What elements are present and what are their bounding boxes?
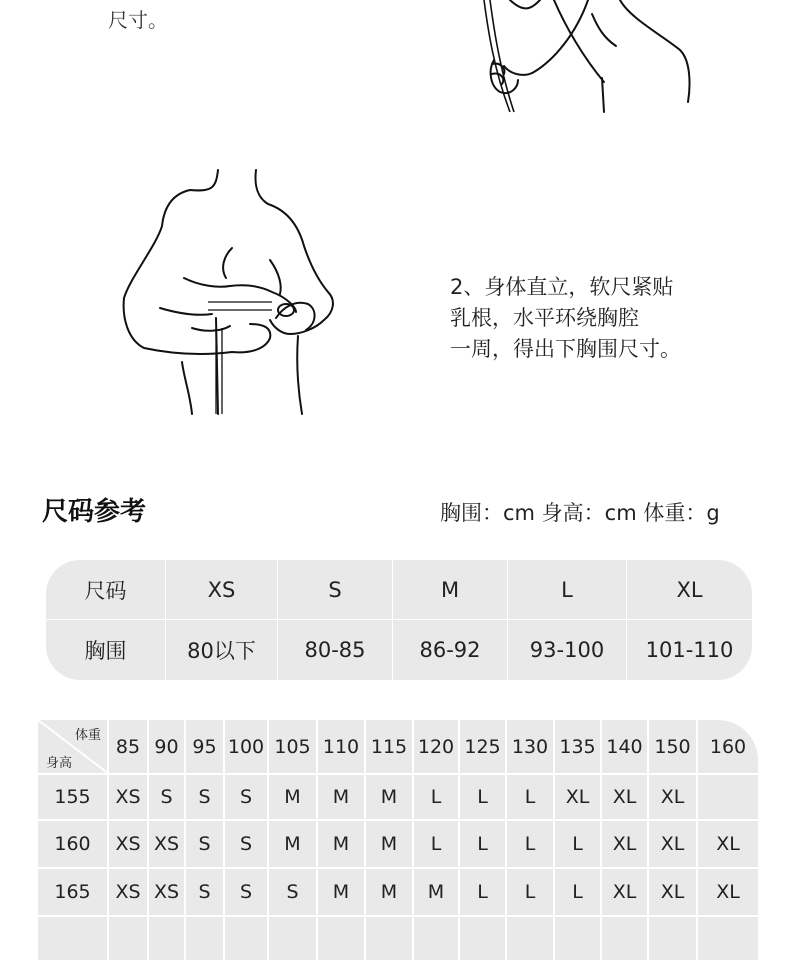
size-cell: M [318, 821, 366, 867]
size-cell: L [555, 821, 602, 867]
height-cell: 160 [38, 821, 109, 867]
chest-range-cell: 101-110 [645, 638, 734, 662]
size-cell [698, 775, 758, 819]
size-cell: XS [109, 775, 149, 819]
size-header-cell: S [278, 560, 393, 620]
size-cell: L [507, 821, 555, 867]
size-cell [366, 917, 414, 960]
table-header-row [38, 720, 758, 774]
weight-header-cell: 120 [414, 720, 460, 774]
chest-range-cell: 80以下 [166, 620, 278, 680]
step2-line-1: 2、身体直立，软尺紧贴 [450, 275, 674, 299]
size-cell: XS [109, 869, 149, 915]
table-row [38, 775, 758, 819]
size-cell: L [555, 869, 602, 915]
size-cell: L [414, 821, 460, 867]
section-title: 尺码参考 [42, 497, 147, 527]
size-cell: XS [149, 821, 186, 867]
table-row [38, 869, 758, 915]
size-cell: XL [716, 833, 740, 855]
size-cell: L [414, 775, 460, 819]
size-header-cell: L [508, 560, 627, 620]
weight-header-cell: 125 [460, 720, 507, 774]
size-cell: S [225, 775, 269, 819]
step2-instructions [450, 272, 730, 365]
step1-caption-tail: 尺寸。 [108, 8, 168, 32]
weight-header-cell: 95 [186, 720, 225, 774]
size-cell: M [269, 775, 318, 819]
weight-header-cell: 85 [109, 720, 149, 774]
size-chest-table [46, 560, 752, 680]
size-cell: L [460, 775, 507, 819]
chest-range-cell: 86-92 [393, 620, 508, 680]
units-note: 胸围：cm 身高：cm 体重：g [440, 501, 720, 525]
weight-header-cell: 105 [269, 720, 318, 774]
weight-header-cell: 100 [225, 720, 269, 774]
measure-underbust-illustration [120, 168, 350, 418]
size-cell [109, 917, 149, 960]
row-label-chest: 胸围 [46, 620, 166, 680]
size-cell [460, 917, 507, 960]
height-cell [38, 917, 109, 960]
size-cell: S [225, 821, 269, 867]
size-cell: XL [602, 869, 649, 915]
size-cell: S [269, 869, 318, 915]
weight-header-cell: 115 [366, 720, 414, 774]
size-cell: L [460, 869, 507, 915]
corner-weight-label: 体重 [74, 728, 101, 743]
size-cell: M [269, 821, 318, 867]
weight-header-cell: 150 [649, 720, 698, 774]
size-cell: XL [649, 869, 698, 915]
size-cell [602, 917, 649, 960]
weight-header-cell: 135 [555, 720, 602, 774]
size-cell: S [225, 869, 269, 915]
step2-line-2: 乳根，水平环绕胸腔 [450, 306, 639, 330]
weight-header-cell: 160 [709, 736, 747, 758]
measure-shoulder-illustration [470, 0, 710, 120]
size-header-cell: XS [166, 560, 278, 620]
size-cell: S [149, 775, 186, 819]
size-header-cell: M [393, 560, 508, 620]
size-cell: M [318, 775, 366, 819]
size-cell: M [366, 869, 414, 915]
height-cell: 165 [38, 869, 109, 915]
size-cell [318, 917, 366, 960]
size-cell: XL [716, 881, 740, 903]
size-cell: M [318, 869, 366, 915]
step2-line-3: 一周，得出下胸围尺寸。 [450, 337, 681, 361]
size-cell: S [186, 821, 225, 867]
size-cell: L [507, 869, 555, 915]
size-cell: XL [555, 775, 602, 819]
corner-cell [38, 720, 109, 774]
weight-header-cell: 140 [602, 720, 649, 774]
weight-header-cell: 90 [149, 720, 186, 774]
size-cell [269, 917, 318, 960]
chest-range-cell: 93-100 [508, 620, 627, 680]
size-cell [186, 917, 225, 960]
size-cell: S [186, 869, 225, 915]
size-cell [698, 917, 758, 960]
size-cell [507, 917, 555, 960]
weight-header-cell: 130 [507, 720, 555, 774]
corner-height-label: 身高 [46, 756, 73, 771]
size-cell: L [507, 775, 555, 819]
size-cell [149, 917, 186, 960]
size-cell: S [186, 775, 225, 819]
size-cell [649, 917, 698, 960]
size-cell: XL [602, 821, 649, 867]
size-cell: XS [109, 821, 149, 867]
size-cell: XL [649, 821, 698, 867]
size-cell: M [366, 775, 414, 819]
chest-range-cell: 80-85 [278, 620, 393, 680]
table-row-partial [38, 917, 758, 960]
size-header-cell: XL [627, 560, 752, 620]
size-cell: L [460, 821, 507, 867]
size-cell: XL [602, 775, 649, 819]
size-cell [225, 917, 269, 960]
height-weight-size-table [38, 720, 758, 960]
size-cell: M [414, 869, 460, 915]
row-label-size: 尺码 [46, 560, 166, 620]
size-cell [555, 917, 602, 960]
weight-header-cell: 110 [318, 720, 366, 774]
size-cell: XS [149, 869, 186, 915]
size-cell: XL [649, 775, 698, 819]
size-cell [414, 917, 460, 960]
table-row [38, 821, 758, 867]
size-cell: M [366, 821, 414, 867]
height-cell: 155 [38, 775, 109, 819]
